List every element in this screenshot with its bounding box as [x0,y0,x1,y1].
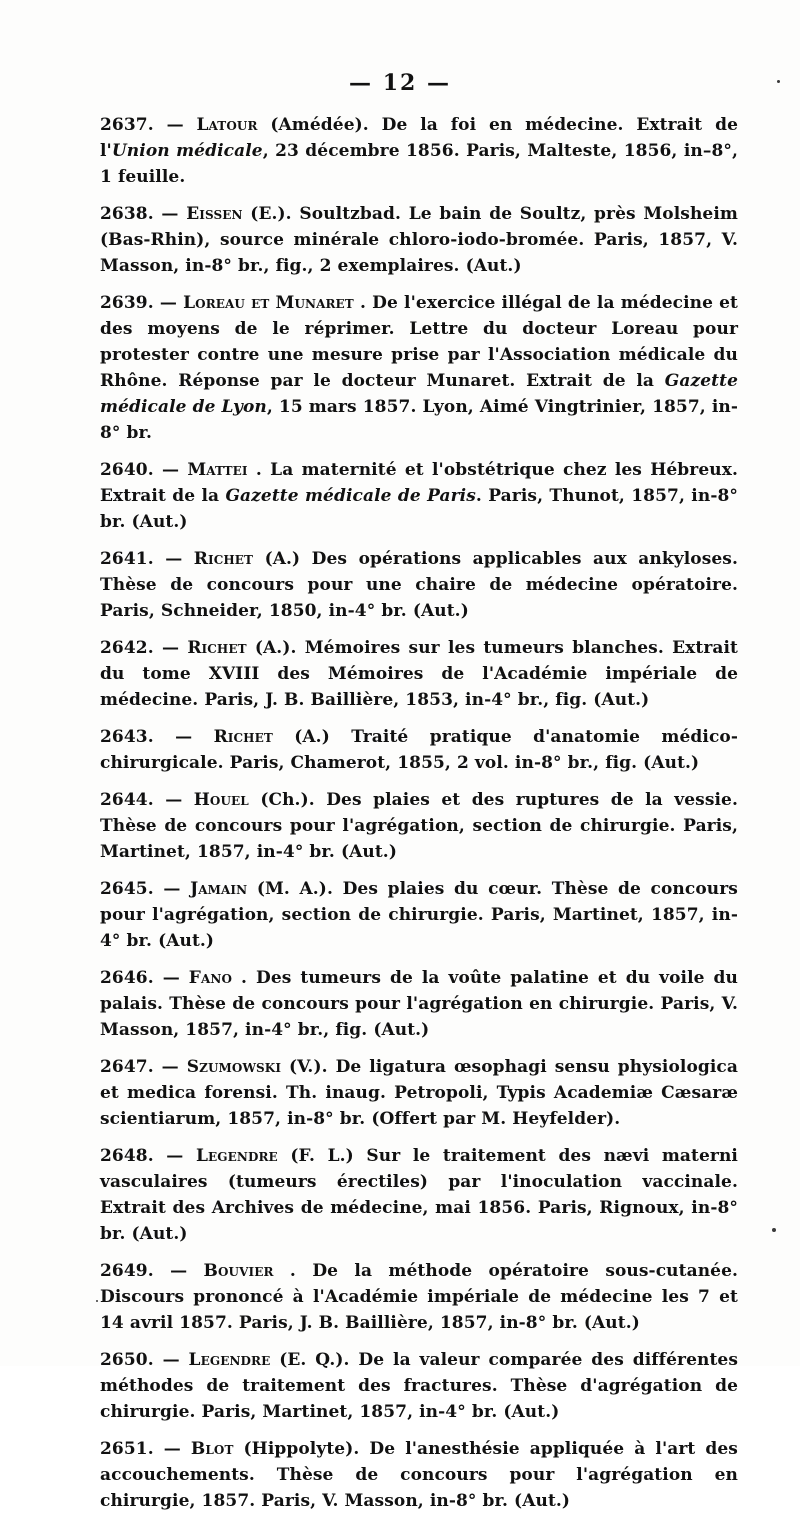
entry-text: Traité pratique d'anatomie médico-chirurgicale. Paris, Chamerot, 1855, 2 vol. in-8° br., fig. (Aut.) [100,727,738,773]
entry-text: De ligatura œsophagi sensu physiologica et medica forensi. Th. inaug. Petropoli, Typis Academiæ Cæsaræ scientiarum, 1857, in-8° br. (Offert par M. Heyfelder). [100,1057,738,1129]
scan-speck [777,80,780,83]
entry-text: La maternité et l'obstétrique chez les Hébreux. Extrait de la [100,460,738,506]
entry-author-initials: (F. L.) [290,1146,354,1166]
entry-author-initials: (Ch.). [260,790,315,810]
bibliography-entry: 2647. — Szumowski (V.). De ligatura œsophagi sensu physiologica et medica forensi. Th. inaug. Petropoli, Typis Academiæ Cæsaræ scientiarum, 1857, in-8° br. (Offert par M. Heyfelder). [100,1057,738,1129]
bibliography-entry: 2645. — Jamain (M. A.). Des plaies du cœur. Thèse de concours pour l'agrégation, section de chirurgie. Paris, Martinet, 1857, in-4° br. (Aut.) [100,879,738,951]
entry-number: 2644. [100,790,154,810]
bibliography-entry: 2651. — Blot (Hippolyte). De l'anesthésie appliquée à l'art des accouchements. Thèse de concours pour l'agrégation en chirurgie, 1857. Paris, V. Masson, in-8° br. (Aut.) [100,1439,738,1511]
entry-author-initials: (E.). [250,204,292,224]
entry-text: De la valeur comparée des différentes méthodes de traitement des fractures. Thèse d'agrégation de chirurgie. Paris, Martinet, 1857, in-4° br. (Aut.) [100,1350,738,1422]
entry-text: Sur le traitement des nævi materni vasculaires (tumeurs érectiles) par l'inoculation vaccinale. Extrait des Archives de médecine, mai 1856. Paris, Rignoux, in-8° br. (Aut.) [100,1146,738,1244]
bibliography-entry: 2648. — Legendre (F. L.) Sur le traitement des nævi materni vasculaires (tumeurs érectiles) par l'inoculation vaccinale. Extrait des Archives de médecine, mai 1856. Paris, Rignoux, in-8° br. (Aut.) [100,1146,738,1244]
bibliography-entry: 2643. — Richet (A.) Traité pratique d'anatomie médico-chirurgicale. Paris, Chamerot, 1855, 2 vol. in-8° br., fig. (Aut.) [100,727,738,773]
entry-author-initials: . [359,293,367,313]
entry-number: 2645. [100,879,154,899]
entry-author-initials: (M. A.). [256,879,333,899]
scan-speck [96,1300,98,1302]
bibliography-list [100,112,738,1525]
bibliography-entry: 2638. — Eissen (E.). Soultzbad. Le bain de Soultz, près Molsheim (Bas-Rhin), source minérale chloro-iodo-bromée. Paris, 1857, V. Masson, in-8° br., fig., 2 exemplaires. (Aut.) [100,204,738,276]
bibliography-entry: 2637. — Latour (Amédée). De la foi en médecine. Extrait de l'Union médicale, 23 décembre 1856. Paris, Malteste, 1856, in–8°, 1 feuille. [100,115,738,187]
entry-author: Richet [187,638,247,658]
entry-number: 2641. [100,549,154,569]
bibliography-entry: 2639. — Loreau et Munaret . De l'exercice illégal de la médecine et des moyens de le réprimer. Lettre du docteur Loreau pour protester contre une mesure prise par l'Association médicale du Rhône. Réponse par le docteur Munaret. Extrait de la Gazette médicale de Lyon, 15 mars 1857. Lyon, Aimé Vingtrinier, 1857, in-8° br. [100,293,739,443]
entry-author: Eissen [186,204,243,224]
entry-author-initials: . [289,1261,296,1281]
entry-author: Legendre [188,1350,271,1370]
entry-author: Legendre [196,1146,278,1166]
entry-author: Szumowski [186,1057,282,1077]
entry-author: Fano [188,968,232,988]
entry-author-initials: (Hippolyte). [243,1439,360,1459]
entry-number: 2646. [100,968,154,988]
entry-number: 2651. [100,1439,154,1459]
entry-author: Latour [196,115,258,135]
entry-author: Bouvier [203,1261,274,1281]
entry-text-after: , 23 décembre 1856. Paris, Malteste, 1856, in–8°, 1 feuille. [100,141,738,187]
entry-text-after: . Paris, Thunot, 1857, in-8° br. (Aut.) [100,486,738,532]
entry-italic-title: Union médicale [111,141,263,161]
entry-number: 2649. [100,1261,154,1281]
entry-author-initials: (V.). [288,1057,328,1077]
entry-author-initials: . [240,968,248,988]
entry-number: 2648. [100,1146,154,1166]
entry-italic-title: Gazette médicale de Paris [225,486,476,506]
entry-author-initials: (Amédée). [270,115,369,135]
entry-author-initials: (E. Q.). [279,1350,350,1370]
bibliography-entry: 2640. — Mattei . La maternité et l'obstétrique chez les Hébreux. Extrait de la Gazette médicale de Paris. Paris, Thunot, 1857, in-8° br. (Aut.) [100,460,738,532]
entry-number: 2640. [100,460,154,480]
entry-number: 2647. [100,1057,154,1077]
entry-number: 2643. [100,727,154,747]
entry-text: De l'exercice illégal de la médecine et des moyens de le réprimer. Lettre du docteur Loreau pour protester contre une mesure prise par l'Association médicale du Rhône. Réponse par le docteur Munaret. Extrait de la [100,293,739,391]
entry-author-initials: (A.). [254,638,297,658]
entry-text: Des opérations applicables aux ankyloses. Thèse de concours pour une chaire de médecine opératoire. Paris, Schneider, 1850, in-4° br. (Aut.) [100,549,738,621]
entry-author: Mattei [187,460,248,480]
bibliography-entry: 2641. — Richet (A.) Des opérations applicables aux ankyloses. Thèse de concours pour une chaire de médecine opératoire. Paris, Schneider, 1850, in-4° br. (Aut.) [100,549,738,621]
bibliography-entry: 2649. — Bouvier . De la méthode opératoire sous-cutanée. Discours prononcé à l'Académie impériale de médecine les 7 et 14 avril 1857. Paris, J. B. Baillière, 1857, in-8° br. (Aut.) [100,1261,738,1333]
entry-author: Houel [193,790,249,810]
entry-text: Des plaies du cœur. Thèse de concours pour l'agrégation, section de chirurgie. Paris, Martinet, 1857, in-4° br. (Aut.) [100,879,738,951]
entry-italic-title: Gazette médicale de Lyon [100,371,738,417]
entry-author: Richet [193,549,254,569]
entry-text: De la foi en médecine. Extrait de l' [100,115,738,161]
bibliography-entry: 2644. — Houel (Ch.). Des plaies et des ruptures de la vessie. Thèse de concours pour l'agrégation, section de chirurgie. Paris, Martinet, 1857, in-4° br. (Aut.) [100,790,738,862]
entry-author-initials: (A.) [294,727,330,747]
entry-author-initials: (A.) [264,549,301,569]
entry-author: Richet [213,727,273,747]
entry-number: 2639. [100,293,154,313]
entry-text: Des tumeurs de la voûte palatine et du voile du palais. Thèse de concours pour l'agrégation en chirurgie. Paris, V. Masson, 1857, in-4° br., fig. (Aut.) [100,968,739,1040]
entry-author-initials: . [255,460,262,480]
entry-text: Des plaies et des ruptures de la vessie. Thèse de concours pour l'agrégation, section de chirurgie. Paris, Martinet, 1857, in-4° br. (Aut.) [100,790,738,862]
entry-number: 2637. [100,115,154,135]
bibliography-entry: 2646. — Fano . Des tumeurs de la voûte palatine et du voile du palais. Thèse de concours pour l'agrégation en chirurgie. Paris, V. Masson, 1857, in-4° br., fig. (Aut.) [100,968,739,1040]
bibliography-entry: 2650. — Legendre (E. Q.). De la valeur comparée des différentes méthodes de traitement des fractures. Thèse d'agrégation de chirurgie. Paris, Martinet, 1857, in-4° br. (Aut.) [100,1350,738,1422]
entry-number: 2650. [100,1350,154,1370]
entry-text-after: , 15 mars 1857. Lyon, Aimé Vingtrinier, 1857, in-8° br. [100,397,738,443]
bibliography-entry: 2642. — Richet (A.). Mémoires sur les tumeurs blanches. Extrait du tome XVIII des Mémoires de l'Académie impériale de médecine. Paris, J. B. Baillière, 1853, in-4° br., fig. (Aut.) [100,638,738,710]
entry-number: 2642. [100,638,154,658]
entry-text: Soultzbad. Le bain de Soultz, près Molsheim (Bas-Rhin), source minérale chloro-iodo-bromée. Paris, 1857, V. Masson, in-8° br., fig., 2 exemplaires. (Aut.) [100,204,738,276]
entry-author: Loreau et Munaret [183,293,354,313]
page-number: — 12 — [349,70,451,96]
entry-author: Blot [190,1439,234,1459]
scan-speck [772,1228,776,1232]
entry-text: De l'anesthésie appliquée à l'art des accouchements. Thèse de concours pour l'agrégation en chirurgie, 1857. Paris, V. Masson, in-8° br. (Aut.) [100,1439,738,1511]
entry-text: Mémoires sur les tumeurs blanches. Extrait du tome XVIII des Mémoires de l'Académie impériale de médecine. Paris, J. B. Baillière, 1853, in-4° br., fig. (Aut.) [100,638,738,710]
entry-text: De la méthode opératoire sous-cutanée. Discours prononcé à l'Académie impériale de médecine les 7 et 14 avril 1857. Paris, J. B. Baillière, 1857, in-8° br. (Aut.) [100,1261,738,1333]
entry-number: 2638. [100,204,154,224]
entry-author: Jamain [190,879,248,899]
